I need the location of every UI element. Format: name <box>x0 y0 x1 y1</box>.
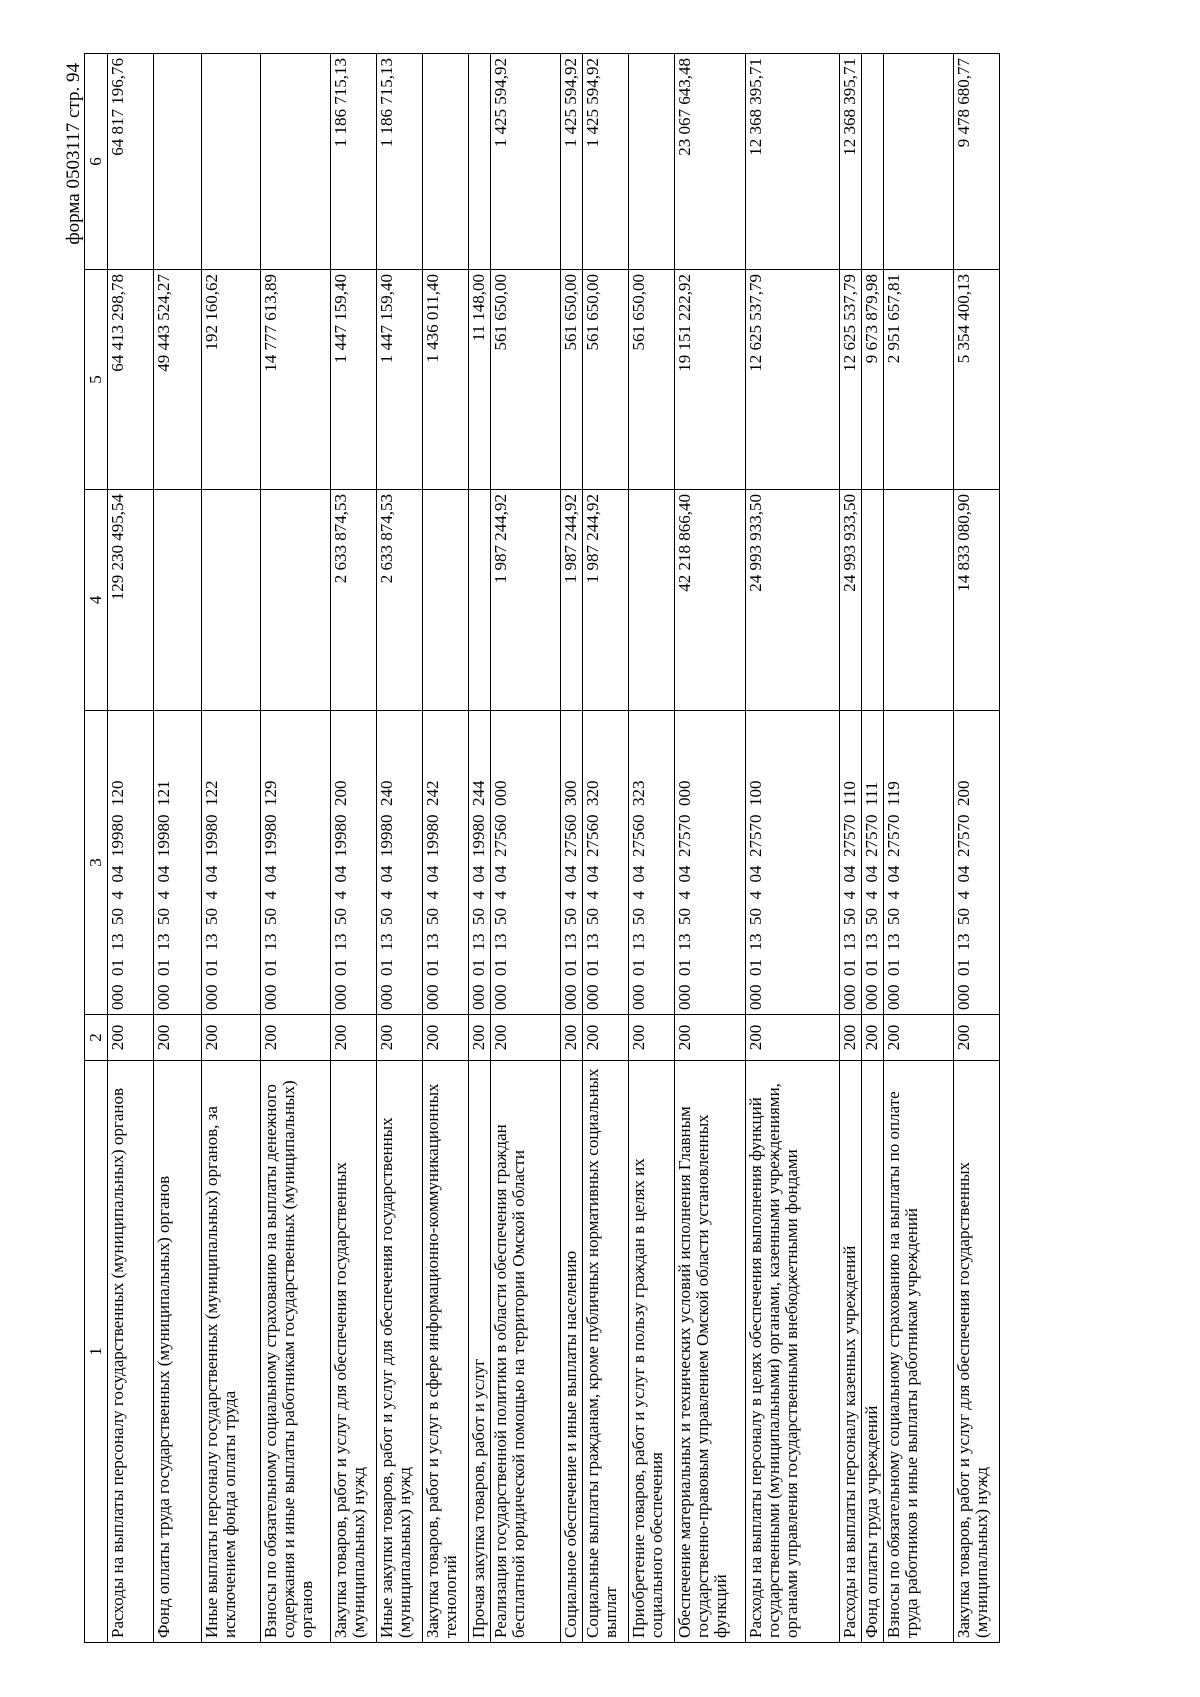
row-name-cell: Расходы на выплаты персоналу казенных учреждений <box>840 1061 862 1643</box>
table-row <box>491 54 561 1643</box>
approved-amount-cell: 2 633 874,53 <box>331 490 377 711</box>
unexecuted-amount-cell <box>862 54 884 270</box>
line-code-cell: 200 <box>202 1015 261 1061</box>
unexecuted-amount-cell <box>884 54 954 270</box>
row-name-cell: Обеспечение материальных и технических условий исполнения Главным государственно-правовым управлением Омской области установленных функций <box>675 1061 746 1643</box>
form-reference: форма 0503117 стр. 94 <box>63 63 84 245</box>
column-header: 1 <box>85 1061 108 1643</box>
row-name-cell: Закупка товаров, работ и услуг в сфере информационно-коммуникационных технологий <box>423 1061 469 1643</box>
line-code-cell: 200 <box>583 1015 629 1061</box>
approved-amount-cell <box>202 490 261 711</box>
executed-amount-cell: 1 436 011,40 <box>423 270 469 490</box>
executed-amount-cell: 561 650,00 <box>629 270 675 490</box>
line-code-cell: 200 <box>884 1015 954 1061</box>
row-name-cell: Социальные выплаты гражданам, кроме публичных нормативных социальных выплат <box>583 1061 629 1643</box>
approved-amount-cell: 2 633 874,53 <box>377 490 423 711</box>
table-row <box>377 54 423 1643</box>
approved-amount-cell: 14 833 080,90 <box>954 490 1000 711</box>
budget-classification-code-cell: 000 01 13 50 4 04 27570 200 <box>954 711 1000 1015</box>
row-name-cell: Прочая закупка товаров, работ и услуг <box>469 1061 491 1643</box>
row-name-cell: Приобретение товаров, работ и услуг в пользу граждан в целях их социального обеспечения <box>629 1061 675 1643</box>
executed-amount-cell: 561 650,00 <box>491 270 561 490</box>
line-code-cell: 200 <box>862 1015 884 1061</box>
unexecuted-amount-cell: 64 817 196,76 <box>108 54 154 270</box>
line-code-cell: 200 <box>746 1015 840 1061</box>
column-number-row <box>85 54 108 1643</box>
budget-classification-code-cell: 000 01 13 50 4 04 27570 110 <box>840 711 862 1015</box>
executed-amount-cell: 1 447 159,40 <box>331 270 377 490</box>
budget-classification-code-cell: 000 01 13 50 4 04 27570 111 <box>862 711 884 1015</box>
approved-amount-cell <box>154 490 202 711</box>
unexecuted-amount-cell <box>261 54 331 270</box>
row-name-cell: Иные выплаты персоналу государственных (муниципальных) органов, за исключением фонда оплаты труда <box>202 1061 261 1643</box>
row-name-cell: Фонд оплаты труда учреждений <box>862 1061 884 1643</box>
budget-classification-code-cell: 000 01 13 50 4 04 27560 000 <box>491 711 561 1015</box>
table-row <box>561 54 583 1643</box>
table-body <box>108 54 1000 1643</box>
line-code-cell: 200 <box>954 1015 1000 1061</box>
executed-amount-cell: 11 148,00 <box>469 270 491 490</box>
approved-amount-cell: 1 987 244,92 <box>561 490 583 711</box>
row-name-cell: Расходы на выплаты персоналу государственных (муниципальных) органов <box>108 1061 154 1643</box>
executed-amount-cell: 9 673 879,98 <box>862 270 884 490</box>
column-header: 2 <box>85 1015 108 1061</box>
budget-classification-code-cell: 000 01 13 50 4 04 19980 240 <box>377 711 423 1015</box>
approved-amount-cell <box>884 490 954 711</box>
budget-classification-code-cell: 000 01 13 50 4 04 19980 121 <box>154 711 202 1015</box>
line-code-cell: 200 <box>491 1015 561 1061</box>
unexecuted-amount-cell: 1 425 594,92 <box>583 54 629 270</box>
approved-amount-cell <box>862 490 884 711</box>
approved-amount-cell <box>261 490 331 711</box>
line-code-cell: 200 <box>561 1015 583 1061</box>
executed-amount-cell: 2 951 657,81 <box>884 270 954 490</box>
column-header: 3 <box>85 711 108 1015</box>
row-name-cell: Социальное обеспечение и иные выплаты населению <box>561 1061 583 1643</box>
table-row <box>261 54 331 1643</box>
approved-amount-cell <box>423 490 469 711</box>
table-row <box>675 54 746 1643</box>
approved-amount-cell: 1 987 244,92 <box>583 490 629 711</box>
budget-classification-code-cell: 000 01 13 50 4 04 27570 100 <box>746 711 840 1015</box>
executed-amount-cell: 12 625 537,79 <box>746 270 840 490</box>
row-name-cell: Реализация государственной политики в области обеспечения граждан бесплатной юридической помощью на территории Омской области <box>491 1061 561 1643</box>
table-row <box>202 54 261 1643</box>
executed-amount-cell: 12 625 537,79 <box>840 270 862 490</box>
approved-amount-cell <box>469 490 491 711</box>
line-code-cell: 200 <box>675 1015 746 1061</box>
budget-classification-code-cell: 000 01 13 50 4 04 27560 320 <box>583 711 629 1015</box>
line-code-cell: 200 <box>629 1015 675 1061</box>
table-row <box>469 54 491 1643</box>
budget-classification-code-cell: 000 01 13 50 4 04 27570 000 <box>675 711 746 1015</box>
table-row <box>583 54 629 1643</box>
executed-amount-cell: 5 354 400,13 <box>954 270 1000 490</box>
unexecuted-amount-cell <box>629 54 675 270</box>
approved-amount-cell <box>629 490 675 711</box>
executed-amount-cell: 192 160,62 <box>202 270 261 490</box>
unexecuted-amount-cell: 12 368 395,71 <box>746 54 840 270</box>
row-name-cell: Расходы на выплаты персоналу в целях обеспечения выполнения функций государственными (муниципальными) органами, казенными учреждениями, органами управления государственными внебюджетными фондами <box>746 1061 840 1643</box>
row-name-cell: Иные закупки товаров, работ и услуг для обеспечения государственных (муниципальных) нужд <box>377 1061 423 1643</box>
unexecuted-amount-cell <box>154 54 202 270</box>
unexecuted-amount-cell <box>202 54 261 270</box>
unexecuted-amount-cell: 1 186 715,13 <box>377 54 423 270</box>
line-code-cell: 200 <box>423 1015 469 1061</box>
budget-classification-code-cell: 000 01 13 50 4 04 19980 244 <box>469 711 491 1015</box>
budget-classification-code-cell: 000 01 13 50 4 04 27560 300 <box>561 711 583 1015</box>
line-code-cell: 200 <box>108 1015 154 1061</box>
executed-amount-cell: 1 447 159,40 <box>377 270 423 490</box>
column-header: 6 <box>85 54 108 270</box>
approved-amount-cell: 42 218 866,40 <box>675 490 746 711</box>
unexecuted-amount-cell: 12 368 395,71 <box>840 54 862 270</box>
line-code-cell: 200 <box>331 1015 377 1061</box>
table-row <box>331 54 377 1643</box>
unexecuted-amount-cell: 1 425 594,92 <box>491 54 561 270</box>
budget-classification-code-cell: 000 01 13 50 4 04 27570 119 <box>884 711 954 1015</box>
table-row <box>423 54 469 1643</box>
unexecuted-amount-cell: 1 425 594,92 <box>561 54 583 270</box>
table-row <box>154 54 202 1643</box>
executed-amount-cell: 561 650,00 <box>561 270 583 490</box>
row-name-cell: Фонд оплаты труда государственных (муниципальных) органов <box>154 1061 202 1643</box>
expenditure-table <box>84 53 1000 1643</box>
approved-amount-cell: 129 230 495,54 <box>108 490 154 711</box>
unexecuted-amount-cell <box>469 54 491 270</box>
row-name-cell: Закупка товаров, работ и услуг для обеспечения государственных (муниципальных) нужд <box>954 1061 1000 1643</box>
row-name-cell: Взносы по обязательному социальному страхованию на выплаты денежного содержания и иные выплаты работникам государственных (муниципальных) органов <box>261 1061 331 1643</box>
row-name-cell: Взносы по обязательному социальному страхованию на выплаты по оплате труда работников и иные выплаты работникам учреждений <box>884 1061 954 1643</box>
table-row <box>862 54 884 1643</box>
budget-classification-code-cell: 000 01 13 50 4 04 19980 242 <box>423 711 469 1015</box>
line-code-cell: 200 <box>261 1015 331 1061</box>
table-row <box>884 54 954 1643</box>
unexecuted-amount-cell <box>423 54 469 270</box>
row-name-cell: Закупка товаров, работ и услуг для обеспечения государственных (муниципальных) нужд <box>331 1061 377 1643</box>
unexecuted-amount-cell: 1 186 715,13 <box>331 54 377 270</box>
executed-amount-cell: 64 413 298,78 <box>108 270 154 490</box>
line-code-cell: 200 <box>154 1015 202 1061</box>
approved-amount-cell: 1 987 244,92 <box>491 490 561 711</box>
budget-classification-code-cell: 000 01 13 50 4 04 27560 323 <box>629 711 675 1015</box>
table-row <box>954 54 1000 1643</box>
executed-amount-cell: 14 777 613,89 <box>261 270 331 490</box>
executed-amount-cell: 49 443 524,27 <box>154 270 202 490</box>
line-code-cell: 200 <box>469 1015 491 1061</box>
table-row <box>840 54 862 1643</box>
table-row <box>746 54 840 1643</box>
table-row <box>629 54 675 1643</box>
approved-amount-cell: 24 993 933,50 <box>840 490 862 711</box>
budget-classification-code-cell: 000 01 13 50 4 04 19980 200 <box>331 711 377 1015</box>
line-code-cell: 200 <box>377 1015 423 1061</box>
column-header: 5 <box>85 270 108 490</box>
line-code-cell: 200 <box>840 1015 862 1061</box>
budget-classification-code-cell: 000 01 13 50 4 04 19980 122 <box>202 711 261 1015</box>
executed-amount-cell: 561 650,00 <box>583 270 629 490</box>
budget-classification-code-cell: 000 01 13 50 4 04 19980 129 <box>261 711 331 1015</box>
unexecuted-amount-cell: 23 067 643,48 <box>675 54 746 270</box>
column-header: 4 <box>85 490 108 711</box>
table-row <box>108 54 154 1643</box>
unexecuted-amount-cell: 9 478 680,77 <box>954 54 1000 270</box>
executed-amount-cell: 19 151 222,92 <box>675 270 746 490</box>
approved-amount-cell: 24 993 933,50 <box>746 490 840 711</box>
budget-classification-code-cell: 000 01 13 50 4 04 19980 120 <box>108 711 154 1015</box>
